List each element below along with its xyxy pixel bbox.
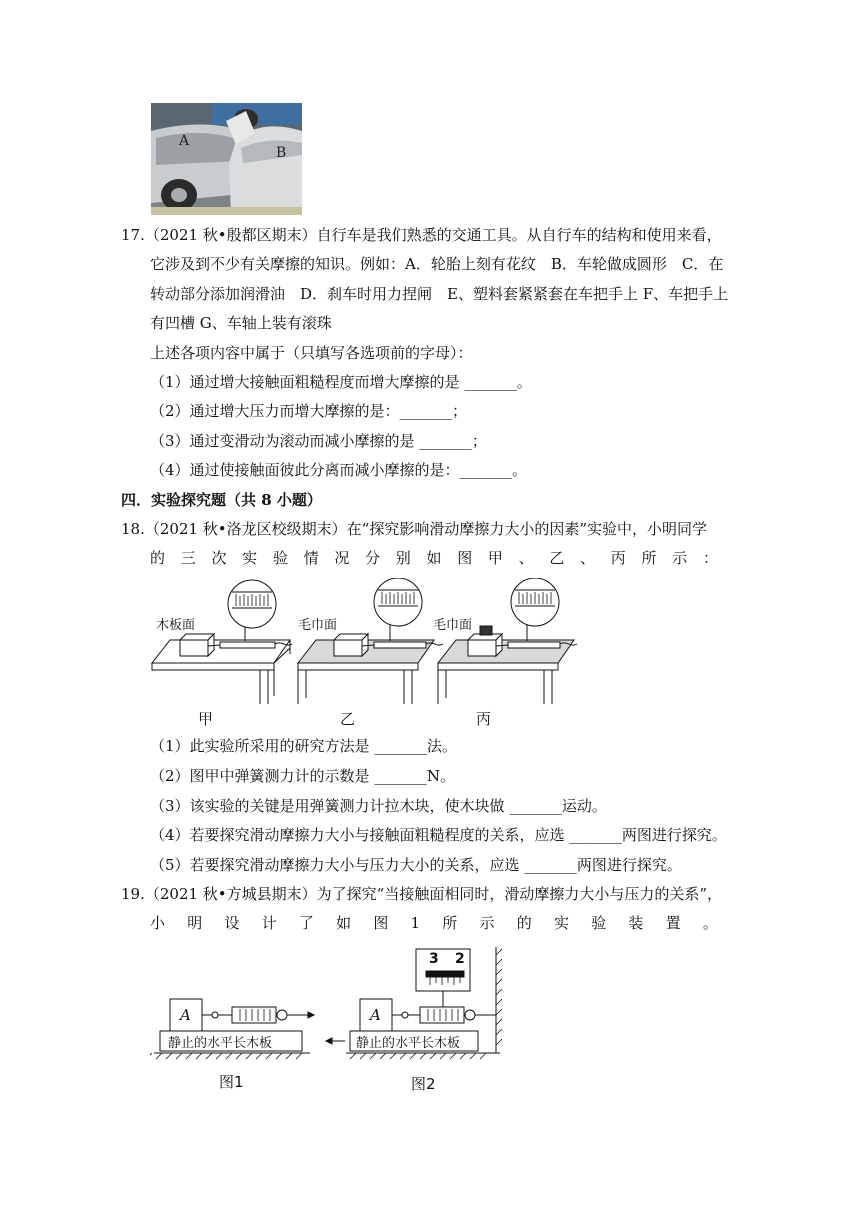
figure-caption-bing: 丙 [476,710,492,728]
board-label-2: 静止的水平长木板 [356,1036,461,1051]
q18-sub2: （2）图甲中弹簧测力计的示数是 _______N。 [150,767,455,785]
spread-char: 示 [479,914,495,932]
q17-intro: 上述各项内容中属于（只填写各选项前的字母）： [150,344,473,362]
section-heading: 四．实验探究题（共 8 小题） [121,491,322,509]
spread-char: ： [702,549,718,567]
spread-char: 。 [702,914,718,932]
car-b-label: B [276,145,287,161]
q18-sub4: （4）若要探究滑动摩擦力大小与接触面粗糙程度的关系，应选 _______两图进行探究。 [150,826,727,844]
surface-label-towel-2: 毛巾面 [433,618,473,633]
figure-caption-2: 图2 [411,1075,436,1093]
spread-char: 计 [261,914,277,932]
spread-char: 图 [457,549,473,567]
spread-char: 三 [180,549,196,567]
spread-char: 乙 [549,549,565,567]
q17-line2: 它涉及到不少有关摩擦的知识。例如：A．轮胎上刻有花纹 B．车轮做成圆形 C．在 [150,255,724,273]
spread-char: 况 [334,549,350,567]
spread-char: 图 [373,914,389,932]
spread-char: 所 [641,549,657,567]
board-label-1: 静止的水平长木板 [168,1036,273,1051]
car-collision-photo [151,103,302,215]
surface-label-board: 木板面 [156,618,196,633]
spread-char: 的 [516,914,532,932]
spread-char: 装 [628,914,644,932]
spread-char: 所 [442,914,458,932]
q18-friction-figure [150,578,580,728]
q18-line1: 18.（2021 秋•洛龙区校级期末）在“探究影响滑动摩擦力大小的因素”实验中，小明同学 [121,520,707,538]
figure-caption-yi: 乙 [340,710,356,728]
q19-apparatus-figure [150,945,520,1095]
spread-char: 明 [187,914,203,932]
spread-char: 丙 [610,549,626,567]
q19-line1: 19.（2021 秋•方城县期末）为了探究“当接触面相同时，滑动摩擦力大小与压力的关系”， [121,885,722,903]
q18-sub3: （3）该实验的关键是用弹簧测力计拉木块，使木块做 _______运动。 [150,797,607,815]
q18-sub5: （5）若要探究滑动摩擦力大小与压力大小的关系，应选 _______两图进行探究。 [150,856,682,874]
figure-caption-1: 图1 [219,1073,244,1091]
q17-sub4: （4）通过使接触面彼此分离而减小摩擦的是：_______。 [150,461,528,479]
block-a-label-1: A [180,1006,191,1024]
q17-line1: 17.（2021 秋•殷都区期末）自行车是我们熟悉的交通工具。从自行车的结构和使用来看， [121,226,722,244]
q17-sub2: （2）通过增大压力而增大摩擦的是：_______； [150,402,468,420]
surface-label-towel-1: 毛巾面 [298,618,338,633]
spread-char: 别 [395,549,411,567]
spread-char: 实 [242,549,258,567]
q17-line3: 转动部分添加润滑油 D．刹车时用力捏闸 E、塑料套紧紧套在车把手上 F、车把手上 [150,285,729,303]
q17-line4: 有凹槽 G、车轴上装有滚珠 [150,314,332,332]
scale-mark-left: 3 [429,951,439,967]
block-a-label-2: A [370,1006,381,1024]
q18-sub1: （1）此实验所采用的研究方法是 _______法。 [150,737,457,755]
spread-char: 了 [298,914,314,932]
spread-char: 小 [150,914,166,932]
car-a-label: A [179,133,190,149]
spread-char: 、 [518,549,534,567]
spread-char: 的 [150,549,166,567]
spread-char: 、 [580,549,596,567]
spread-char: 1 [410,914,421,932]
q18-line2 [150,548,718,568]
spread-char: 示 [672,549,688,567]
q17-sub1: （1）通过增大接触面粗糙程度而增大摩擦的是 _______。 [150,373,532,391]
spread-char: 实 [553,914,569,932]
figure-caption-jia: 甲 [198,710,214,728]
q18-figure-drawing [150,578,580,728]
spread-char: 次 [211,549,227,567]
spread-char: 验 [272,549,288,567]
q19-line2 [150,913,718,933]
spread-char: 分 [365,549,381,567]
spread-char: 情 [303,549,319,567]
q19-figure-drawing [150,945,520,1095]
spread-char: 如 [426,549,442,567]
scale-mark-right: 2 [455,951,465,967]
spread-char: 甲 [487,549,503,567]
spread-char: 置 [665,914,681,932]
q17-sub3: （3）通过变滑动为滚动而减小摩擦的是 _______； [150,432,487,450]
spread-char: 如 [336,914,352,932]
spread-char: 设 [224,914,240,932]
spread-char: 验 [591,914,607,932]
